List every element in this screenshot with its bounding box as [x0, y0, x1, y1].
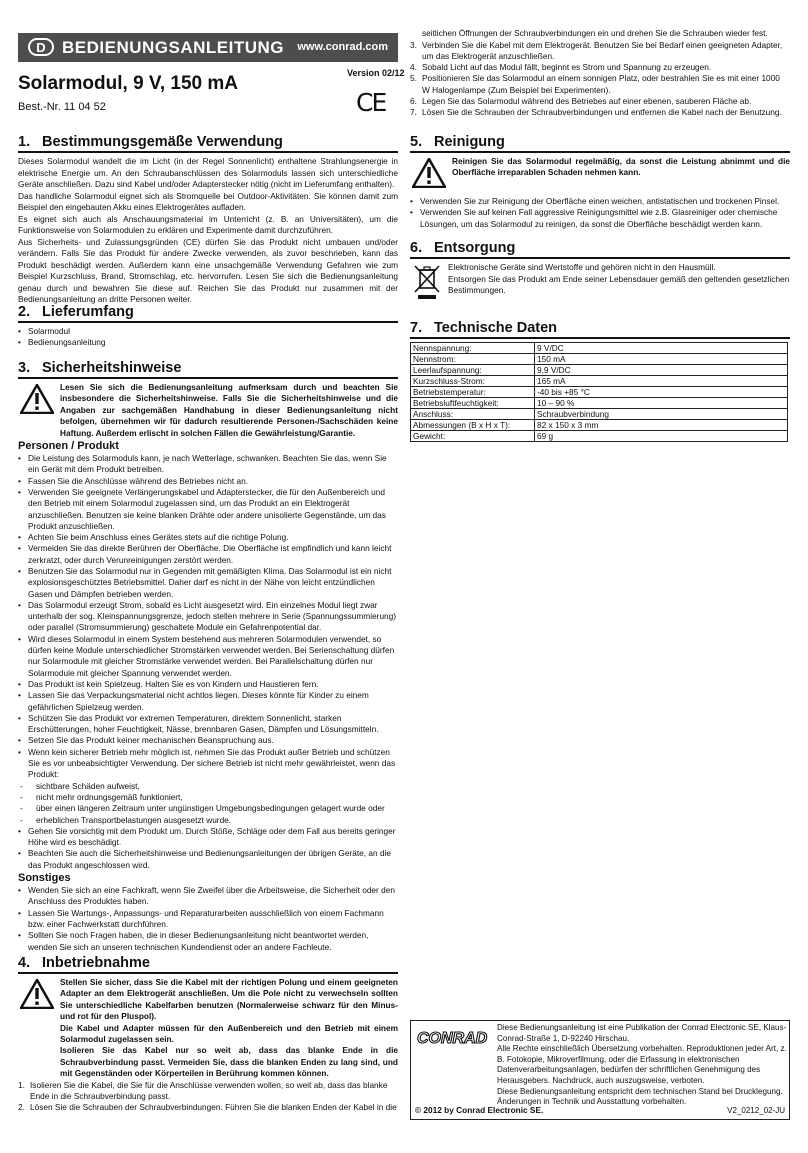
step-item: 3. Verbinden Sie die Kabel mit dem Elektrogerät. Benutzen Sie bei Bedarf einen geeigneten Adapter, um das Elektrogerät anzuschließen.	[410, 39, 783, 61]
list-item: • Lassen Sie das Verpackungsmaterial nicht achtlos liegen. Dieses könnte für Kinder zu einem gefährlichen Spielzeug werden.	[18, 690, 398, 713]
step-item: 6. Legen Sie das Solarmodul während des Betriebes auf einer ebenen, sauberen Fläche ab.	[410, 95, 752, 106]
warning-triangle-icon	[20, 979, 54, 1009]
list-item: • Verwenden Sie zur Reinigung der Oberfläche einen weichen, antistatischen und trockenen Pinsel.	[410, 196, 790, 207]
disposal-text-2: Entsorgen Sie das Produkt am Ende seiner Lebensdauer gemäß den geltenden gesetzlichen Bestimmungen.	[448, 273, 790, 295]
list-item: • Schützen Sie das Produkt vor extremen Temperaturen, direktem Sonnenlicht, starken Erschütterungen, hoher Feuchtigkeit, Nässe, brennbaren Gasen, Dämpfen und Lösungsmitteln.	[18, 713, 398, 736]
step-item: 7. Lösen Sie die Schrauben der Schraubverbindungen und entfernen die Kabel nach der Benutzung.	[410, 107, 782, 118]
other-list	[18, 885, 398, 953]
safety-warning: Lesen Sie sich die Bedienungsanleitung aufmerksam durch und beachten Sie insbesondere die Sicherheitshinweise. Falls Sie die Sicherheitshinweise und die Angaben zur sachgemäßen Handhabung in dieser Bedienungsanleitung nicht befolgen, übernehmen wir für dadurch resultierende Personen-/Sachschäden keine Haftung. Außerdem erlischt in solchen Fällen die Gewährleistung/Garantie.	[18, 382, 398, 439]
list-item: • Wenden Sie sich an eine Fachkraft, wenn Sie Zweifel über die Arbeitsweise, die Sicherheit oder den Anschluss des Produktes haben.	[18, 885, 398, 908]
list-item: • Achten Sie beim Anschluss eines Gerätes stets auf die richtige Polung.	[18, 532, 398, 543]
setup-steps-continued	[410, 40, 790, 119]
ce-mark: CE	[356, 88, 386, 117]
list-item: • Das Solarmodul erzeugt Strom, sobald es Licht ausgesetzt wird. Ein einzelnes Modul liegt zwar unterhalb der sog. Kleinspannungsgrenze, jedoch stellen mehrere in Serie (Spannungssummierung) oder parallel (Stromsummierung) geschaltete Module ein Gefahrenpotential dar.	[18, 600, 398, 634]
table-row: Nennstrom: 150 mA	[411, 354, 788, 365]
crossed-bin-icon	[412, 264, 442, 300]
section-safety	[18, 360, 398, 953]
table-row: Gewicht: 69 g	[411, 431, 788, 442]
setup-warning	[18, 977, 398, 1080]
list-item: • Bedienungsanleitung	[18, 337, 398, 348]
product-title: Solarmodul, 9 V, 150 mA	[18, 73, 238, 94]
table-row: Abmessungen (B x H x T): 82 x 150 x 3 mm	[411, 420, 788, 431]
safety-list	[18, 453, 398, 781]
header-bar	[18, 33, 398, 62]
disposal-block	[410, 262, 790, 302]
list-item: • Das Produkt ist kein Spielzeug. Halten Sie es von Kindern und Haustieren fern.	[18, 679, 398, 690]
list-item: • Vermeiden Sie das direkte Berühren der Oberfläche. Die Oberfläche ist empfindlich und kann leicht zerkratzt, oder durch Verunreinigungen zerstört werden.	[18, 543, 398, 566]
step-item: 1. Isolieren Sie die Kabel, die Sie für die Anschlüsse verwenden wollen, so weit ab, dass das blanke Ende in die Schraubverbindung passt.	[18, 1079, 388, 1101]
order-number: Best.-Nr. 11 04 52	[18, 101, 106, 113]
svg-text:CONRAD: CONRAD	[417, 1030, 488, 1047]
warning-triangle-icon	[20, 384, 54, 414]
list-item: • Setzen Sie das Produkt keiner mechanischen Beanspruchung aus.	[18, 735, 398, 746]
section-heading: 1. Bestimmungsgemäße Verwendung	[18, 134, 398, 153]
warning-paragraph: Isolieren Sie das Kabel nur so weit ab, dass das blanke Ende in die Schraubverbindung passt. Vermeiden Sie, dass die blanken Enden zu lang sind, und mit Gegenständen oder Körperteilen in Berührung kommen können.	[60, 1045, 398, 1079]
technical-data-table	[410, 342, 788, 442]
version-label: Version 02/12	[347, 68, 405, 78]
list-item: • Beachten Sie auch die Sicherheitshinweise und Bedienungsanleitungen der übrigen Geräte, an die das Produkt angeschlossen wird.	[18, 848, 398, 871]
list-item: - über einen längeren Zeitraum unter ungünstigen Umgebungsbedingungen gelagert wurde oder	[18, 803, 398, 814]
step-2-continued: seitlichen Öffnungen der Schraubverbindungen ein und drehen Sie die Schrauben wieder fest.	[422, 28, 768, 38]
header-title: BEDIENUNGSANLEITUNG	[62, 38, 285, 57]
imprint-text: Diese Bedienungsanleitung ist eine Publikation der Conrad Electronic SE, Klaus-Conrad-Straße 1, D-92240 Hirschau. Alle Rechte einschließlich Übersetzung vorbehalten. Reproduktionen jeder Art, z. B. Fotokopie, Mikroverfilmung, oder die Erfassung in elektronischen Datenverarbeitungsanlagen, bedürfen der schriftlichen Genehmigung des Herausgebers. Nachdruck, auch auszugsweise, verboten. Diese Bedienungsanleitung entspricht dem technischen Stand bei Drucklegung. Änderungen in Technik und Ausstattung vorbehalten.	[497, 1023, 787, 1107]
subheading-persons: Personen / Produkt	[18, 440, 119, 453]
section-disposal	[410, 240, 790, 302]
conrad-logo	[415, 1027, 493, 1047]
subheading-other: Sonstiges	[18, 872, 71, 885]
warning-paragraph: Stellen Sie sicher, dass Sie die Kabel mit der richtigen Polung und einem geeigneten Adapter an dem Elektrogerät anschließen. Um die Pole nicht zu verwechseln sollten Sie unterschiedliche Kabelfarben benutzen (Normalerweise schwarz für den Minus- und rot für den Pluspol).	[60, 977, 398, 1022]
list-item: • Wenn kein sicherer Betrieb mehr möglich ist, nehmen Sie das Produkt außer Betrieb und schützen Sie es vor unbeabsichtigter Verwendung. Der sichere Betrieb ist nicht mehr gewährleistet, wenn das Produkt:	[18, 747, 398, 781]
table-row: Betriebsluftfeuchtigkeit: 10 – 90 %	[411, 398, 788, 409]
warning-paragraph: Die Kabel und Adapter müssen für den Außenbereich und den Betrieb mit einem Solarmodul zugelassen sein.	[60, 1022, 398, 1045]
document-code: V2_0212_02-JU	[727, 1106, 785, 1115]
list-item: • Sollten Sie noch Fragen haben, die in dieser Bedienungsanleitung nicht beantwortet werden, wenden Sie sich an unseren technischen Kundendienst oder an andere Fachleute.	[18, 930, 398, 953]
list-item: - sichtbare Schäden aufweist,	[18, 781, 398, 792]
table-row: Betriebstemperatur: -40 bis +85 °C	[411, 387, 788, 398]
section-heading: 3. Sicherheitshinweise	[18, 360, 398, 379]
section-delivery	[18, 304, 398, 349]
section-intended-use	[18, 134, 398, 306]
list-item: • Lassen Sie Wartungs-, Anpassungs- und Reparaturarbeiten ausschließlich von einem Fachmann bzw. einer Fachwerkstatt durchführen.	[18, 908, 398, 931]
list-item: • Die Leistung des Solarmoduls kann, je nach Wetterlage, schwanken. Beachten Sie das, wenn Sie ein Gerät mit dem Produkt betreiben.	[18, 453, 398, 476]
list-item: • Solarmodul	[18, 326, 398, 337]
step-item: 4. Sobald Licht auf das Modul fällt, beginnt es Strom und Spannung zu erzeugen.	[410, 62, 712, 73]
step-item: 5. Positionieren Sie das Solarmodul an einem sonnigen Platz, oder bestrahlen Sie es mit einer 1000 W Halogenlampe (Zum Beispiel bei Experimenten).	[410, 73, 780, 95]
section-heading: 5. Reinigung	[410, 134, 790, 153]
header-url: www.conrad.com	[297, 41, 388, 53]
copyright: © 2012 by Conrad Electronic SE.	[415, 1105, 544, 1115]
list-item: • Verwenden Sie auf keinen Fall aggressive Reinigungsmittel wie z.B. Glasreiniger oder chemische Lösungen, um das Solarmodul zu reinigen, da sonst die Oberfläche beschädigt werden kann.	[410, 207, 790, 230]
section-technical-data	[410, 320, 790, 442]
list-item: • Wird dieses Solarmodul in einem System bestehend aus mehreren Solarmodulen verwendet, so dürfen keine Module unterschiedlicher Stromstärken verwendet werden. Bei Serienschaltung dürfen nur Solarmodule mit gleicher Stromstärke verwendet werden. Bei Parallelschaltung dürfen nur Solarmodule mit gleicher Spannung verwendet werden.	[18, 634, 398, 679]
cleaning-warning: Reinigen Sie das Solarmodul regelmäßig, da sonst die Leistung abnimmt und die Oberfläche irreparablen Schaden nehmen kann.	[410, 156, 790, 192]
table-row: Nennspannung: 9 V/DC	[411, 343, 788, 354]
cleaning-list	[410, 196, 790, 230]
table-row: Kurzschluss-Strom: 165 mA	[411, 376, 788, 387]
section-setup-continued	[410, 28, 790, 119]
section-setup	[18, 955, 398, 1114]
list-item: - nicht mehr ordnungsgemäß funktioniert,	[18, 792, 398, 803]
section-text: Dieses Solarmodul wandelt die im Licht (in der Regel Sonnenlicht) enthaltene Strahlungsenergie in elektrische Energie um. An den Schraubanschlüssen des Solarmoduls lassen sich unterschiedliche Geräte anschließen. Dazu sind Kabel und/oder Adapterstecker nötig (nicht im Lieferumfang enthalten). Das handliche Solarmodul eignet sich als Stromquelle bei Outdoor-Aktivitäten. Sie können damit zum Beispiel den eingebauten Akku eines Elektrogerätes aufladen. Es eignet sich auch als Anschauungsmaterial im Unterricht (z. B. an Universitäten), um die Funktionsweise von Solarmodulen zu erklären und Experimente damit durchzuführen. Aus Sicherheits- und Zulassungsgründen (CE) dürfen Sie das Produkt nicht umbauen und/oder verändern. Falls Sie das Produkt für andere Zwecke verwenden, als zuvor beschrieben, kann das Produkt beschädigt werden. Außerdem kann eine unsachgemäße Verwendung Gefahren wie zum Beispiel Kurzschluss, Brand, Stromschlag, etc. hervorrufen. Lesen Sie sich die Bedienungsanleitung genau durch und bewahren Sie diese auf. Reichen Sie das Produkt nur zusammen mit der Bedienungsanleitung an dritte Personen weiter.	[18, 156, 398, 304]
section-heading: 2. Lieferumfang	[18, 304, 398, 323]
section-heading: 4. Inbetriebnahme	[18, 955, 398, 974]
section-heading: 6. Entsorgung	[410, 240, 790, 259]
delivery-list	[18, 326, 398, 349]
setup-steps	[18, 1080, 398, 1114]
section-heading: 7. Technische Daten	[410, 320, 790, 339]
language-badge: D	[28, 38, 54, 56]
warning-triangle-icon	[412, 158, 446, 188]
damage-list	[18, 781, 398, 826]
imprint-box	[410, 1020, 790, 1120]
list-item: • Benutzen Sie das Solarmodul nur in Gegenden mit gemäßigten Klima. Das Solarmodul ist ein nicht explosionsgeschütztes Betriebsmittel. Daher darf es nicht in der Nähe von leicht entzündlichen Gasen und Dämpfen betrieben werden.	[18, 566, 398, 600]
safety-list-continued	[18, 826, 398, 871]
list-item: - erheblichen Transportbelastungen ausgesetzt wurde.	[18, 815, 398, 826]
section-cleaning	[410, 134, 790, 230]
list-item: • Fassen Sie die Anschlüsse während des Betriebes nicht an.	[18, 476, 398, 487]
list-item: • Gehen Sie vorsichtig mit dem Produkt um. Durch Stöße, Schläge oder dem Fall aus bereits geringer Höhe wird es beschädigt.	[18, 826, 398, 849]
list-item: • Verwenden Sie geeignete Verlängerungskabel und Adapterstecker, die für den Außenbereich und den Betrieb mit einem Solarmodul zugelassen sind, um das Produkt an ein Elektrogerät anzuschließen. Benutzen sie keine blanken Drähte oder andere unisolierte Gegenstände, um das Produkt anzuschließen.	[18, 487, 398, 532]
table-row: Anschluss: Schraubverbindung	[411, 409, 788, 420]
disposal-text-1: Elektronische Geräte sind Wertstoffe und gehören nicht in den Hausmüll.	[448, 262, 716, 272]
step-item: 2. Lösen Sie die Schrauben der Schraubverbindungen. Führen Sie die blanken Enden der Kabel in die	[18, 1102, 397, 1113]
table-row: Leerlaufspannung: 9,9 V/DC	[411, 365, 788, 376]
